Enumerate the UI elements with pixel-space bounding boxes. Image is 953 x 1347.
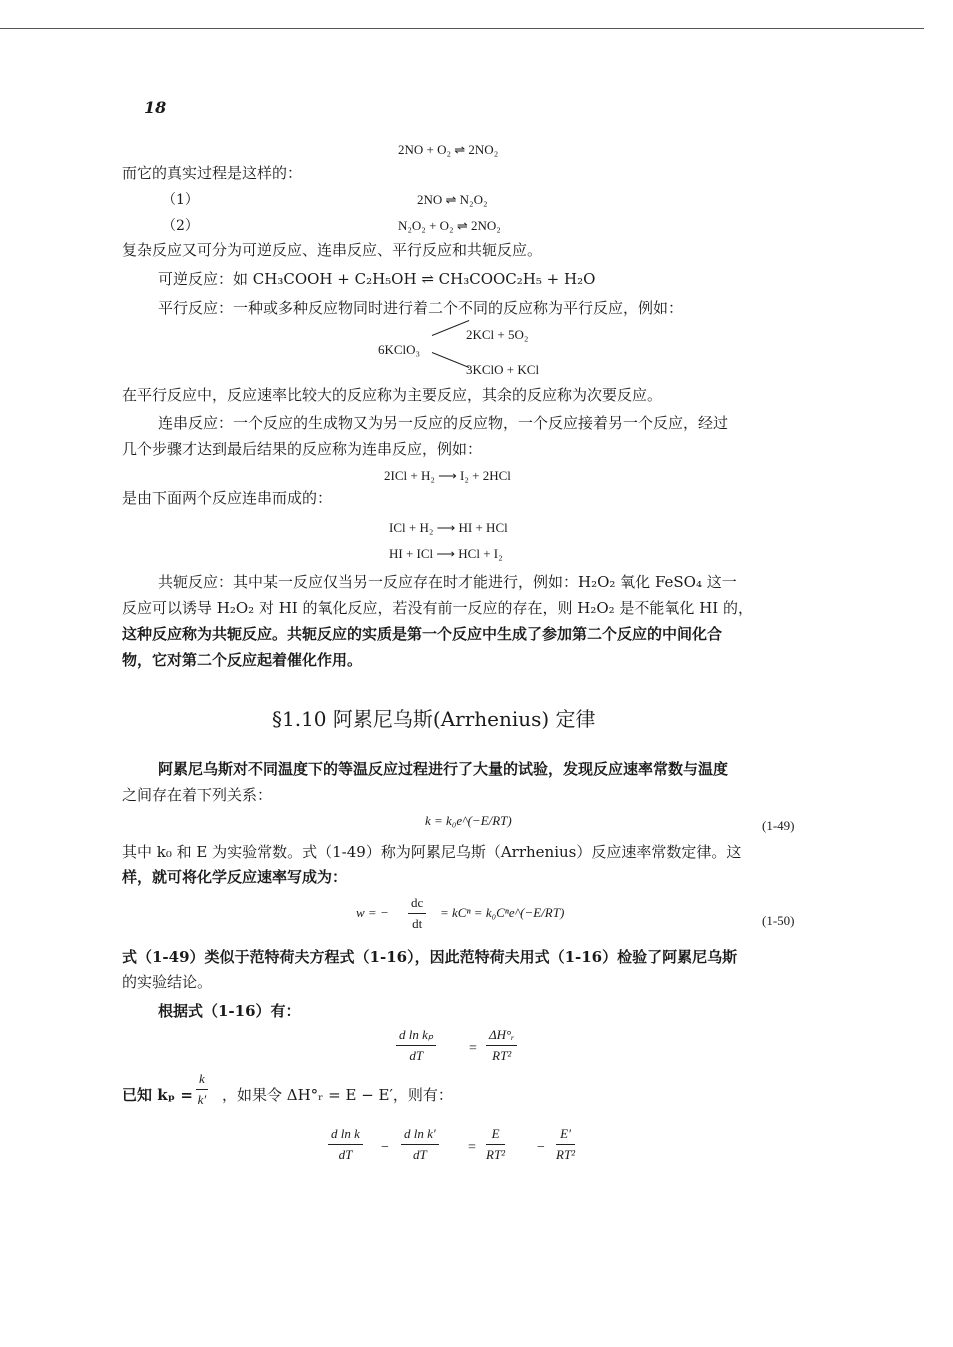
equation-overall: 2NO + O₂ ⇌ 2NO₂	[398, 142, 499, 157]
paragraph-line: 已知 kₚ =	[122, 1086, 193, 1104]
equals-sign: =	[468, 1140, 476, 1155]
equation-number: (1-49)	[762, 818, 795, 833]
paragraph-line: 的实验结论。	[122, 973, 213, 991]
paragraph-line: 是由下面两个反应连串而成的：	[122, 489, 333, 507]
paragraph-line: 在平行反应中，反应速率比较大的反应称为主要反应，其余的反应称为次要反应。	[122, 386, 663, 404]
parallel-arrow-down	[432, 352, 469, 368]
paragraph-line: 根据式（1-16）有：	[158, 1002, 301, 1020]
numerator: d ln k′	[401, 1126, 439, 1145]
paragraph-line: 阿累尼乌斯对不同温度下的等温反应过程进行了大量的试验，发现反应速率常数与温度	[158, 760, 729, 778]
denominator: RT²	[486, 1147, 506, 1162]
denominator: dT	[413, 1147, 427, 1162]
equation-step1: 2NO ⇌ N₂O₂	[417, 192, 488, 207]
parallel-product-1: 2KCl + 5O₂	[466, 327, 529, 342]
parallel-arrow-up	[432, 320, 469, 336]
paragraph-line: 共轭反应：其中某一反应仅当另一反应存在时才能进行，例如：H₂O₂ 氧化 FeSO₄ 这一	[158, 573, 737, 591]
paragraph-line: 几个步骤才达到最后结果的反应称为连串反应，例如：	[122, 440, 483, 458]
fraction-eprime-rt2	[556, 1126, 575, 1163]
fraction-k-kprime	[196, 1071, 208, 1108]
paragraph-line: ，如果令 ΔH°ᵣ = E − E′，则有：	[222, 1086, 453, 1104]
paragraph-line: 而它的真实过程是这样的：	[122, 164, 303, 182]
equation-step2: N₂O₂ + O₂ ⇌ 2NO₂	[398, 218, 501, 233]
paragraph-line: 可逆反应：如 CH₃COOH + C₂H₅OH ⇌ CH₃COOC₂H₅ + H₂O	[158, 270, 596, 288]
page-number: 18	[144, 98, 167, 117]
paragraph-line: 平行反应：一种或多种反应物同时进行着二个不同的反应称为平行反应，例如：	[158, 299, 684, 317]
minus-sign: −	[537, 1140, 545, 1155]
denominator: dt	[412, 916, 423, 931]
numerator: ΔH°ᵣ	[486, 1027, 517, 1046]
step-label: （1）	[162, 192, 199, 208]
numerator: E′	[556, 1126, 575, 1145]
paragraph-line: 样，就可将化学反应速率写成为：	[122, 868, 348, 886]
fraction-vh-right	[486, 1027, 517, 1064]
fraction-e-rt2	[486, 1126, 505, 1163]
parallel-reactant: 6KClO₃	[378, 342, 421, 357]
numerator: dc	[408, 895, 426, 914]
paragraph-line: 这种反应称为共轭反应。共轭反应的实质是第一个反应中生成了参加第二个反应的中间化合	[122, 625, 723, 643]
fraction-dlnk	[328, 1126, 363, 1163]
numerator: d ln k	[328, 1126, 363, 1145]
paragraph-line: 复杂反应又可分为可逆反应、连串反应、平行反应和共轭反应。	[122, 241, 543, 259]
paragraph-line: 式（1-49）类似于范特荷夫方程式（1-16），因此范特荷夫用式（1-16）检验了阿累尼乌斯	[122, 948, 738, 966]
equation-1-50-rhs: = kCⁿ = k₀Cⁿe^(−E/RT)	[440, 905, 565, 920]
fraction-dlnkprime	[401, 1126, 439, 1163]
paragraph-line: 反应可以诱导 H₂O₂ 对 HI 的氧化反应，若没有前一反应的存在，则 H₂O₂ 是不能氧化 HI 的，	[122, 599, 753, 617]
numerator: k	[196, 1071, 208, 1090]
numerator: E	[486, 1126, 505, 1145]
paragraph-line: 之间存在着下列关系：	[122, 786, 273, 804]
section-heading: §1.10 阿累尼乌斯(Arrhenius) 定律	[272, 707, 596, 731]
equals-sign: =	[469, 1041, 477, 1056]
denominator: dT	[338, 1147, 353, 1162]
step-label: （2）	[162, 218, 199, 234]
paragraph-line: 物，它对第二个反应起着催化作用。	[122, 651, 363, 669]
denominator: dT	[409, 1048, 424, 1063]
paragraph-line: 连串反应：一个反应的生成物又为另一反应的反应物，一个反应接着另一个反应，经过	[158, 414, 729, 432]
equation-series-2: HI + ICl ⟶ HCl + I₂	[389, 546, 503, 561]
equation-series-1: ICl + H₂ ⟶ HI + HCl	[389, 520, 508, 535]
denominator: RT²	[492, 1048, 512, 1063]
equation-series: 2ICl + H₂ ⟶ I₂ + 2HCl	[384, 468, 511, 483]
denominator: k′	[197, 1092, 207, 1107]
minus-sign: −	[381, 1140, 389, 1155]
equation-1-50-lhs: w = −	[356, 905, 389, 920]
fraction-vh-left	[396, 1027, 436, 1064]
numerator: d ln kₚ	[396, 1027, 436, 1046]
paragraph-line: 其中 k₀ 和 E 为实验常数。式（1-49）称为阿累尼乌斯（Arrhenius）反应速率常数定律。这	[122, 843, 742, 861]
fraction-dc-dt	[408, 895, 426, 932]
equation-1-49: k = k₀e^(−E/RT)	[425, 813, 512, 828]
parallel-product-2: 3KClO + KCl	[466, 362, 540, 377]
denominator: RT²	[556, 1147, 576, 1162]
equation-number: (1-50)	[762, 913, 795, 928]
top-rule	[0, 28, 924, 29]
